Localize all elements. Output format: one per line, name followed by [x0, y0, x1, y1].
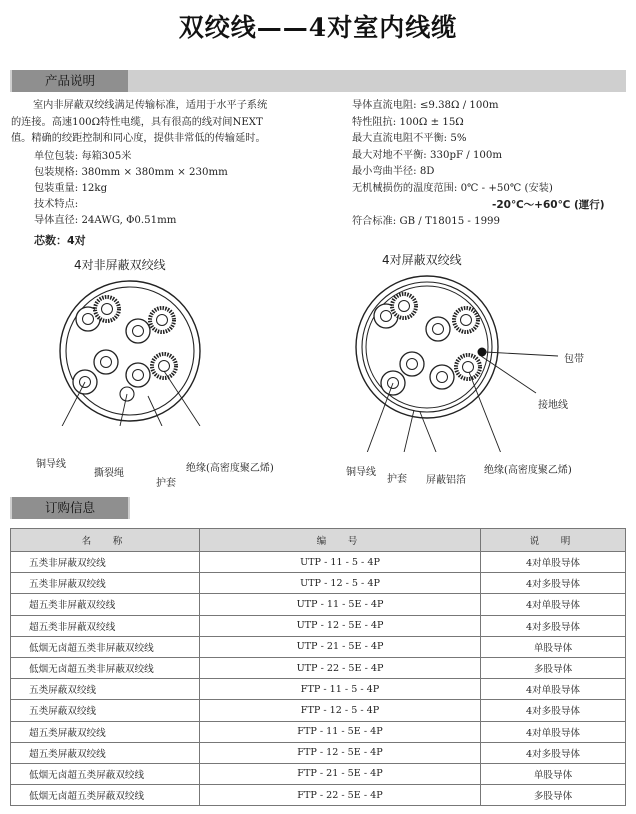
- product-desc-cell: 多股导体: [481, 657, 626, 678]
- spec-row: 技术特点:: [34, 199, 79, 210]
- product-name-cell: 超五类屏蔽双绞线: [11, 721, 200, 742]
- product-name-cell: 超五类非屏蔽双绞线: [11, 615, 200, 636]
- column-header: 说 明: [481, 529, 626, 552]
- spec-row: -20℃～+60℃ (運行): [492, 199, 605, 211]
- product-code-cell: UTP - 22 - 5E - 4P: [200, 657, 481, 678]
- product-name-cell: 超五类屏蔽双绞线: [11, 742, 200, 763]
- product-code-cell: FTP - 12 - 5 - 4P: [200, 700, 481, 721]
- ftp-jacket: [356, 276, 498, 418]
- table-row: [11, 679, 626, 700]
- intro-line: 室内非屏蔽双绞线满足传输标准，适用于水平子系统: [33, 100, 268, 111]
- ftp-label-conductor: 铜导线: [346, 467, 376, 478]
- intro-line: 值。精确的绞距控制和同心度，提供非常低的传输延时。: [11, 133, 266, 144]
- table-row: [11, 552, 626, 573]
- product-name-cell: 低烟无卤超五类非屏蔽双绞线: [11, 636, 200, 657]
- table-header-row: [11, 529, 626, 552]
- spec-row: 无机械损伤的温度范围: 0℃ - +50℃ (安装): [352, 182, 553, 194]
- product-code-cell: UTP - 21 - 5E - 4P: [200, 636, 481, 657]
- product-name-cell: 低烟无卤超五类屏蔽双绞线: [11, 763, 200, 784]
- product-name-cell: 五类非屏蔽双绞线: [11, 573, 200, 594]
- spec-row: 最小弯曲半径: 8D: [352, 166, 435, 177]
- product-code-cell: FTP - 21 - 5E - 4P: [200, 763, 481, 784]
- intro-paragraph: [11, 98, 341, 148]
- product-desc-cell: 4对多股导体: [481, 742, 626, 763]
- product-name-cell: 低烟无卤超五类非屏蔽双绞线: [11, 657, 200, 678]
- product-code-cell: FTP - 22 - 5E - 4P: [200, 785, 481, 806]
- specs-left: [34, 149, 228, 229]
- product-name-cell: 超五类非屏蔽双绞线: [11, 594, 200, 615]
- product-code-cell: UTP - 12 - 5 - 4P: [200, 573, 481, 594]
- ftp-label-insulation: 绝缘(高密度聚乙烯): [484, 465, 572, 476]
- core-count: 芯数：4对: [34, 234, 86, 247]
- table-row: [11, 636, 626, 657]
- product-desc-cell: 多股导体: [481, 785, 626, 806]
- spec-row: 特性阻抗: 100Ω ± 15Ω: [352, 116, 464, 128]
- product-desc-cell: 4对多股导体: [481, 615, 626, 636]
- product-name-cell: 五类屏蔽双绞线: [11, 679, 200, 700]
- spec-row: 导体直径: 24AWG, Φ0.51mm: [34, 215, 177, 226]
- order-section-title: 订购信息: [12, 497, 128, 519]
- product-desc-cell: 4对多股导体: [481, 573, 626, 594]
- page-title: 双绞线——4对室内线缆: [178, 13, 458, 42]
- product-desc-cell: 4对单股导体: [481, 679, 626, 700]
- order-table: [10, 528, 626, 806]
- utp-label-ripcord: 撕裂绳: [94, 468, 124, 479]
- spec-row: 符合标准: GB / T18015 - 1999: [352, 215, 501, 227]
- intro-line: 的连接。高速100Ω特性电缆，具有很高的线对间NEXT: [11, 116, 263, 128]
- table-row: [11, 721, 626, 742]
- utp-label-jacket: 护套: [156, 478, 176, 489]
- product-code-cell: FTP - 12 - 5E - 4P: [200, 742, 481, 763]
- column-header: 编 号: [200, 529, 481, 552]
- product-desc-cell: 4对多股导体: [481, 700, 626, 721]
- product-name-cell: 低烟无卤超五类屏蔽双绞线: [11, 785, 200, 806]
- utp-label-conductor: 铜导线: [36, 459, 66, 470]
- utp-cross-section: [40, 276, 220, 426]
- table-row: [11, 742, 626, 763]
- product-code-cell: UTP - 11 - 5 - 4P: [200, 552, 481, 573]
- specs-right: [352, 98, 605, 230]
- product-desc-cell: 4对单股导体: [481, 594, 626, 615]
- column-header: 名 称: [11, 529, 200, 552]
- product-name-cell: 五类非屏蔽双绞线: [11, 552, 200, 573]
- spec-row: 包装规格: 380mm × 380mm × 230mm: [34, 167, 228, 178]
- product-code-cell: FTP - 11 - 5E - 4P: [200, 721, 481, 742]
- spec-row: 单位包装: 每箱305米: [34, 151, 132, 162]
- product-desc-cell: 4对单股导体: [481, 552, 626, 573]
- utp-label-insulation: 绝缘(高密度聚乙烯): [186, 463, 274, 474]
- table-row: [11, 700, 626, 721]
- product-code-cell: UTP - 12 - 5E - 4P: [200, 615, 481, 636]
- product-desc-cell: 4对单股导体: [481, 721, 626, 742]
- spec-row: 最大对地不平衡: 330pF / 100m: [352, 149, 503, 161]
- table-row: [11, 615, 626, 636]
- table-row: [11, 785, 626, 806]
- product-code-cell: FTP - 11 - 5 - 4P: [200, 679, 481, 700]
- product-desc-cell: 单股导体: [481, 763, 626, 784]
- ftp-label-jacket: 护套: [387, 474, 407, 485]
- ftp-diagram-title: 4对屏蔽双绞线: [382, 253, 462, 267]
- utp-diagram-title: 4对非屏蔽双绞线: [74, 258, 166, 272]
- spec-row: 包装重量: 12kg: [34, 183, 108, 194]
- ftp-label-wrap: 包带: [564, 354, 584, 365]
- spec-row: 最大直流电阻不平衡: 5%: [352, 133, 467, 144]
- ftp-conductors: [374, 294, 487, 395]
- table-row: [11, 763, 626, 784]
- utp-conductors: [73, 297, 176, 401]
- product-section-title: 产品说明: [12, 70, 128, 92]
- table-row: [11, 594, 626, 615]
- product-desc-cell: 单股导体: [481, 636, 626, 657]
- table-row: [11, 573, 626, 594]
- ftp-label-drain: 接地线: [538, 400, 568, 411]
- ftp-cross-section: [346, 272, 576, 452]
- ftp-label-foil: 屏蔽铝箔: [426, 475, 466, 486]
- product-name-cell: 五类屏蔽双绞线: [11, 700, 200, 721]
- spec-row: 导体直流电阻: ≤9.38Ω / 100m: [352, 100, 499, 111]
- table-row: [11, 657, 626, 678]
- product-code-cell: UTP - 11 - 5E - 4P: [200, 594, 481, 615]
